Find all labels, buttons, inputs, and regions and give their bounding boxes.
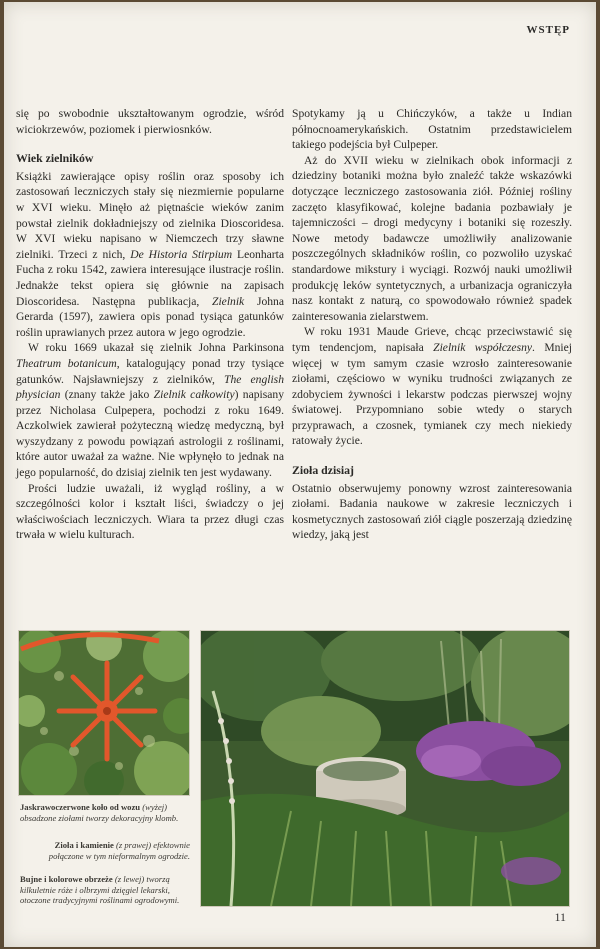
heading-ziola-dzisiaj: Zioła dzisiaj [292, 463, 354, 478]
book-page [4, 2, 596, 947]
paragraph: Prości ludzie uważali, iż wygląd rośliny, a w szczególności kolor i kształt liści, świadczy o jej właściwościach leczniczych. Wiara ta przez długi czas trwała w wielu kulturach. [16, 481, 284, 542]
wagon-wheel-illustration [19, 631, 189, 795]
right-column [292, 106, 572, 543]
paragraph: Spotykamy ją u Chińczyków, a także u Indian północnoamerykańskich. Ostatnim przedstawicielem takiego podejścia był Culpeper. [292, 107, 572, 152]
paragraph: W roku 1669 ukazał się zielnik Johna Parkinsona Theatrum botanicum, katalogujący ponad trzy tysiące gatunków. Najsławniejszy z zielników, The english physician (znany także jako Zielnik całkowity) napisany przez Nicholasa Culpepera, pochodzi z roku 1649. Aczkolwiek zawierał pożyteczną wiedzę medyczną, był wyszydzany z powodu powiązań astrologii z roślinami, które autor uważał za ważne. Nie wpłynęło to jednak na jego popularność, do dzisiaj zielnik ten jest wydawany. [16, 341, 284, 480]
wagon-wheel-photo [18, 630, 190, 796]
paragraph: Ostatnio obserwujemy ponowny wzrost zainteresowania ziołami. Badania naukowe w zakresie leczniczych i kosmetycznych zastosowań ziół ciągle poszerzają dziedzinę wiedzy, jaką jest [292, 481, 572, 542]
paragraph: W roku 1931 Maude Grieve, chcąc przeciwstawić się tym tendencjom, napisała Zielnik współczesny. Mniej więcej w tym samym czasie wzrosło zainteresowanie ziołami, częściowo w wyniku trudności związanych ze zdobyciem żywności i lekarstw podczas pierwszej wojny światowej. Przypomniano sobie wtedy o starych przyprawach, a czosnek, tymianek czy mech niekiedy ratowały życie. [292, 325, 573, 448]
herb-garden-illustration [201, 631, 569, 906]
caption-border: Bujne i kolorowe obrzeże (z lewej) tworzą kilkuletnie róże i olbrzymi dzięgiel lekarski, otoczone tradycyjnymi roślinami ogrodowymi. [20, 874, 180, 905]
paragraph: Aż do XVII wieku w zielnikach obok informacji z dziedziny botaniki można było znaleźć także wskazówki dotyczące leczniczego zastosowania ziół. Później rośliny zaczęto klasyfikować, kolejne badania pozbawiały je tajemniczości – drogi medycyny i botaniki się rozeszły. Nowe metody badawcze umożliwiły analizowanie poszczególnych składników roślin, co pozwoliło uzyskać standardowe mikstury i wyciągi. Rozwój nauki umożliwił produkcję leków syntetycznych, a urbanizacja ograniczyła nasz kontakt z naturą, co spowodowało również spadek zainteresowania zielarstwem. [292, 153, 572, 323]
paragraph: Książki zawierające opisy roślin oraz sposoby ich zastosowań leczniczych stały się niezmiernie popularne w XVI wieku. Minęło aż piętnaście wieków zanim powstał zielnik dokładniejszy od zielnika Dioscoridesa. W XVI wieku napisano w Niemczech trzy sławne zielniki. Trzeci z nich, De Historia Stirpium Leonharta Fucha z roku 1542, zawiera interesujące ilustracje roślin. Jednakże tekst opiera się głównie na zapisach Dioscoridesa. Następna publikacja, Zielnik Johna Gerarda (1597), zawiera opis ponad tysiąca gatunków roślin uprawianych przez autora w jego ogrodzie. [16, 169, 284, 339]
caption-herbs-stones: Zioła i kamienie (z prawej) efektownie połączone w tym nieformalnym ogrodzie. [48, 840, 190, 861]
herb-garden-photo [200, 630, 570, 907]
caption-wagon-wheel: Jaskrawoczerwone koło od wozu (wyżej) obsadzone ziołami tworzy dekoracyjny klomb. [20, 802, 179, 823]
section-header: WSTĘP [526, 24, 570, 36]
left-column [16, 106, 284, 543]
intro-paragraph: się po swobodnie ukształtowanym ogrodzie, wśród wiciokrzewów, poziomek i pierwiosnków. [16, 107, 284, 136]
page-number: 11 [554, 910, 566, 924]
heading-wiek-zielnikow: Wiek zielników [16, 151, 94, 166]
